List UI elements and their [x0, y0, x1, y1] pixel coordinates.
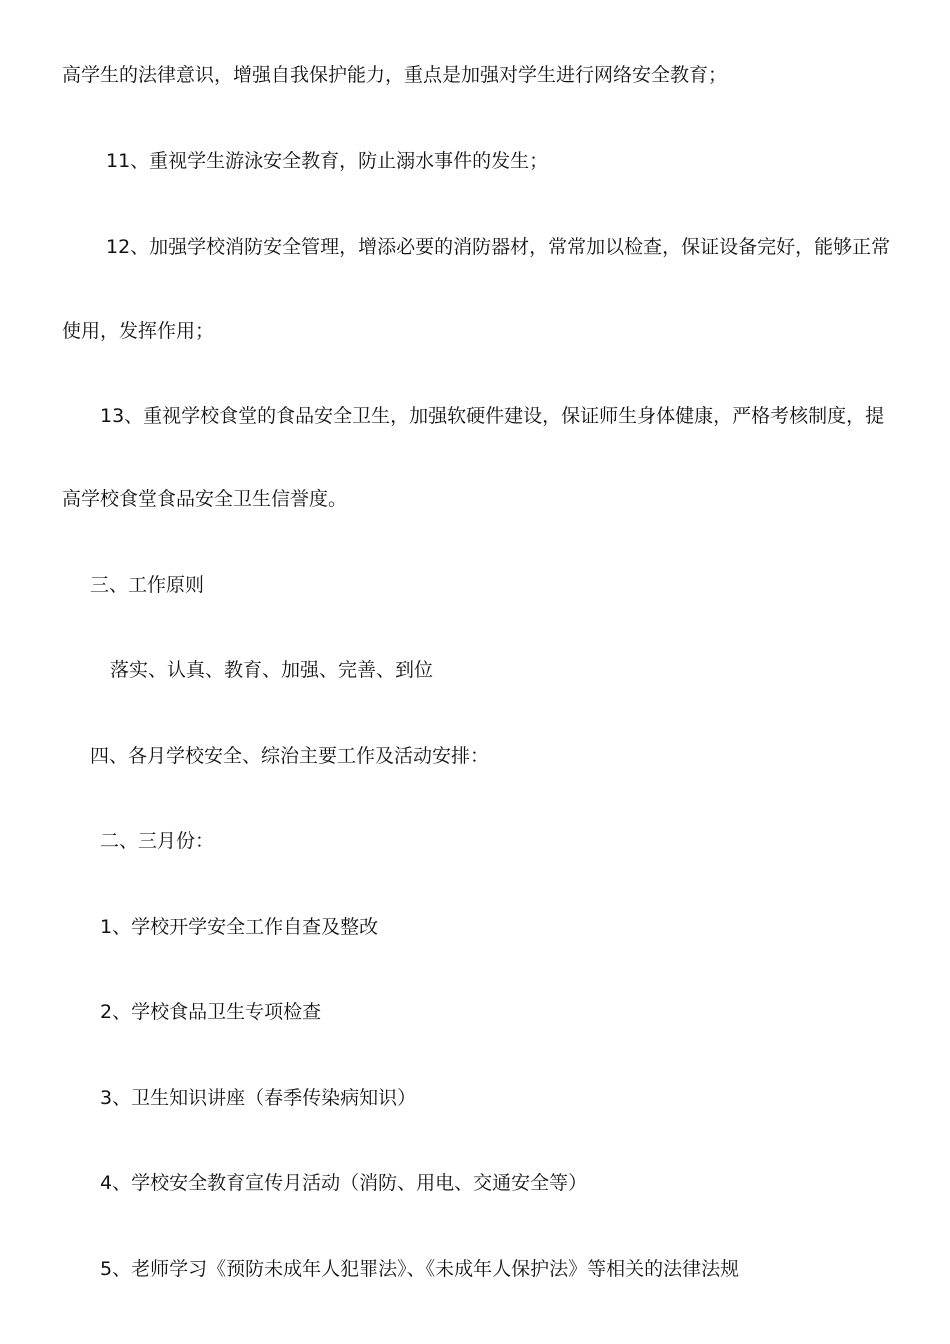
- list-item-11: 11、重视学生游泳安全教育，防止溺水事件的发生；: [106, 150, 549, 172]
- section-heading-principles: 三、工作原则: [90, 574, 205, 596]
- list-item-12-continuation: 使用，发挥作用；: [62, 320, 215, 342]
- paragraph-line-continuation: 高学生的法律意识，增强自我保护能力，重点是加强对学生进行网络安全教育；: [62, 64, 728, 86]
- plan-item-1: 1、学校开学安全工作自查及整改: [100, 916, 379, 938]
- plan-item-4: 4、学校安全教育宣传月活动（消防、用电、交通安全等）: [100, 1172, 588, 1194]
- plan-item-3: 3、卫生知识讲座（春季传染病知识）: [100, 1087, 417, 1109]
- section-heading-monthly-plan: 四、各月学校安全、综治主要工作及活动安排：: [90, 745, 490, 767]
- plan-item-2: 2、学校食品卫生专项检查: [100, 1001, 322, 1023]
- subheading-feb-mar: 二、三月份：: [100, 830, 215, 852]
- list-item-12: 12、加强学校消防安全管理，增添必要的消防器材，常常加以检查，保证设备完好，能够正常: [106, 236, 891, 258]
- list-item-13-continuation: 高学校食堂食品安全卫生信誉度。: [62, 488, 348, 510]
- principles-text: 落实、认真、教育、加强、完善、到位: [110, 659, 434, 681]
- plan-item-5: 5、老师学习《预防未成年人犯罪法》、《未成年人保护法》等相关的法律法规: [100, 1258, 740, 1280]
- list-item-13: 13、重视学校食堂的食品安全卫生，加强软硬件建设，保证师生身体健康，严格考核制度，提: [100, 405, 885, 427]
